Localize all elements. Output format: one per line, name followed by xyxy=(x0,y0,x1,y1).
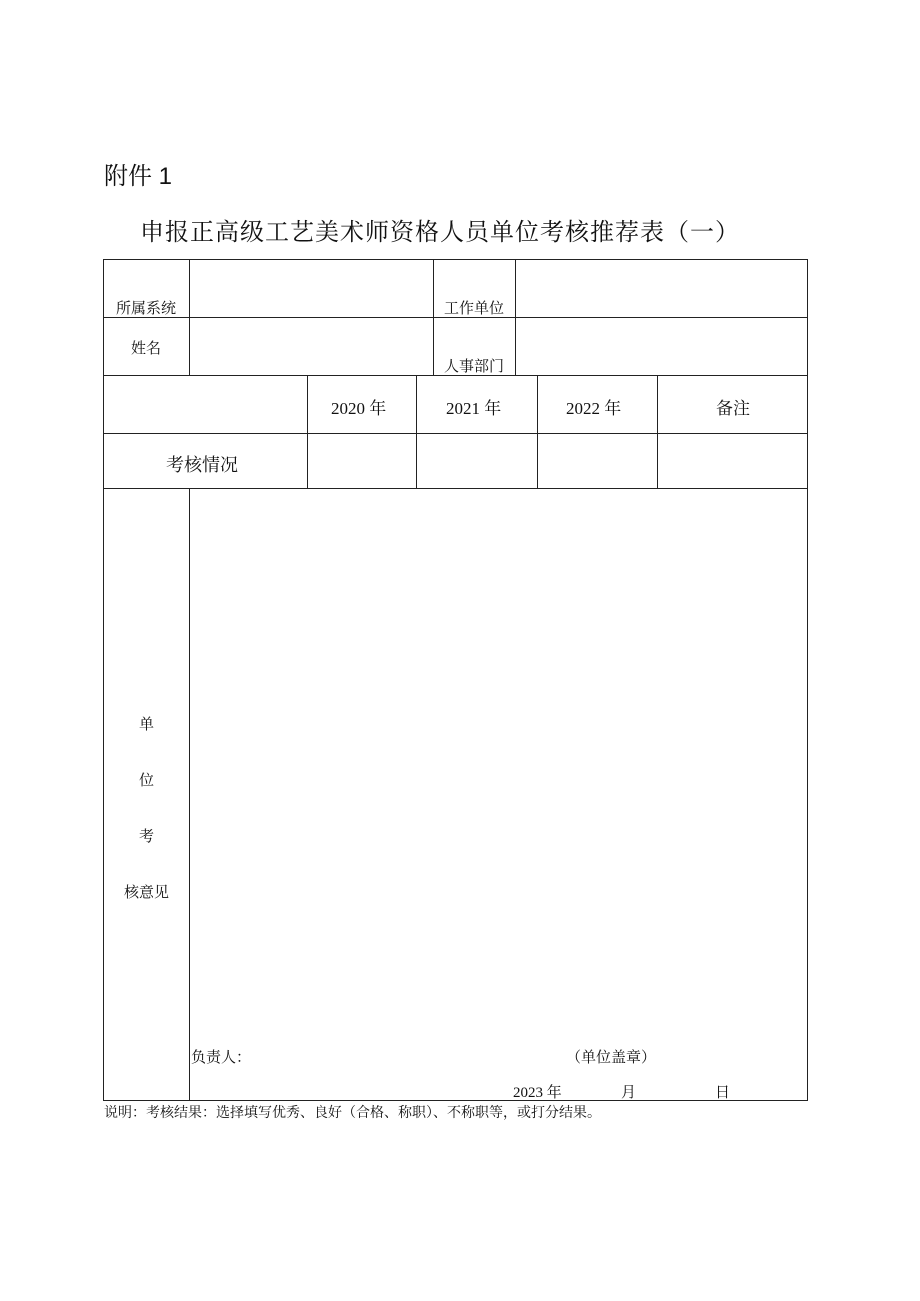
table-border-left xyxy=(103,259,104,1101)
footer-note: 说明：考核结果：选择填写优秀、良好（合格、称职）、不称职等，或打分结果。 xyxy=(104,1106,601,1121)
opinion-label-line: 考 xyxy=(139,829,155,845)
unit-stamp-label: （单位盖章） xyxy=(566,1050,657,1066)
opinion-label-line: 位 xyxy=(139,773,155,789)
table-divider xyxy=(189,488,190,1100)
attachment-label: 附件 1 xyxy=(104,163,173,190)
affiliation-field[interactable] xyxy=(191,261,432,316)
assessment-2022-field[interactable] xyxy=(539,435,656,487)
remarks-header: 备注 xyxy=(716,399,750,418)
table-divider xyxy=(307,375,308,488)
table-divider xyxy=(657,375,658,488)
table-divider xyxy=(103,488,808,489)
table-divider xyxy=(515,259,516,375)
name-field[interactable] xyxy=(191,319,432,374)
hr-dept-label: 人事部门 xyxy=(444,359,505,375)
responsible-person-label: 负责人： xyxy=(191,1050,252,1066)
date-year: 2023 年 xyxy=(513,1085,562,1101)
opinion-label-line: 核意见 xyxy=(124,885,170,901)
assessment-2021-field[interactable] xyxy=(418,435,536,487)
table-border-bottom xyxy=(103,1100,808,1101)
opinion-label-line: 单 xyxy=(139,717,155,733)
date-day: 日 xyxy=(715,1085,731,1101)
work-unit-label: 工作单位 xyxy=(444,301,505,317)
assessment-label: 考核情况 xyxy=(166,455,238,475)
table-divider xyxy=(433,259,434,375)
name-label: 姓名 xyxy=(131,341,162,357)
table-divider xyxy=(537,375,538,488)
table-border-top xyxy=(103,259,808,260)
work-unit-field[interactable] xyxy=(517,261,806,316)
date-month: 月 xyxy=(621,1085,637,1101)
year-header-2021: 2021 年 xyxy=(446,399,502,418)
table-divider xyxy=(103,433,808,434)
remarks-field[interactable] xyxy=(659,435,806,487)
table-divider xyxy=(416,375,417,488)
hr-dept-field[interactable] xyxy=(517,319,806,374)
opinion-content-field[interactable] xyxy=(191,490,806,1030)
year-header-2022: 2022 年 xyxy=(566,399,622,418)
assessment-2020-field[interactable] xyxy=(309,435,415,487)
affiliation-label: 所属系统 xyxy=(116,301,177,317)
table-border-right xyxy=(807,259,808,1101)
year-header-2020: 2020 年 xyxy=(331,399,387,418)
form-title: 申报正高级工艺美术师资格人员单位考核推荐表（一） xyxy=(140,220,740,246)
table-divider xyxy=(189,259,190,375)
